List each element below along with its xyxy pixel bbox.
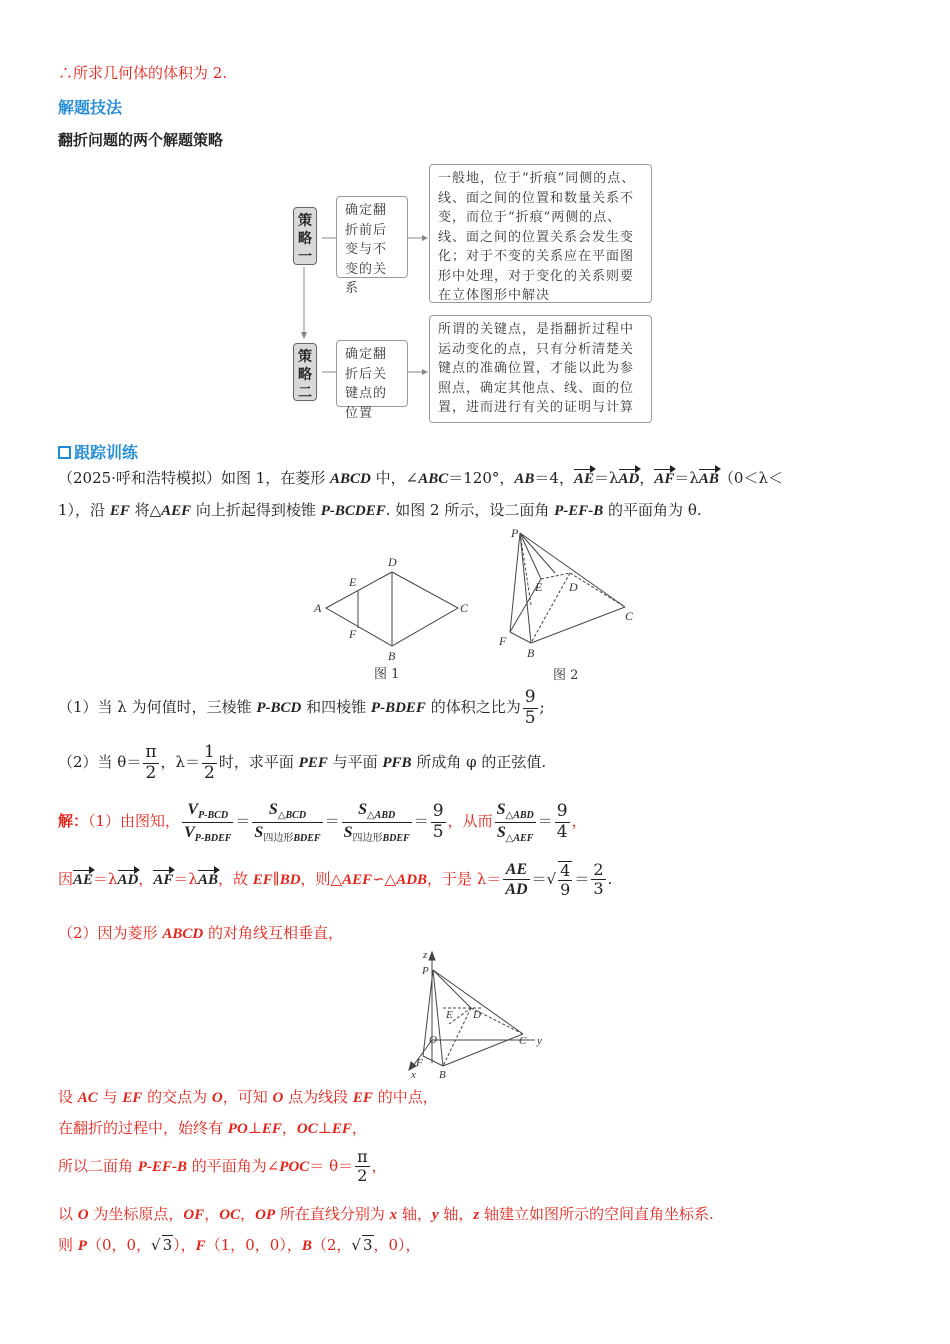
problem-line-2: 1），沿 EF 将△AEF 向上折起得到棱锥 P-BCDEF. 如图 2 所示，设二面角 P-EF-B 的平面角为 θ.	[58, 501, 702, 519]
practice-heading	[58, 440, 138, 463]
fig3-label-C: C	[519, 1035, 527, 1047]
figure-3	[405, 948, 550, 1083]
figure1-caption: 图 1	[374, 667, 400, 682]
fig1-label-E: E	[349, 575, 357, 589]
strategy2-detail: 所谓的关键点，是指翻折过程中运动变化的点，只有分析清楚关键点的准确位置，才能以此为参照点，确定其他点、线、面的位置，进而进行有关的证明与计算	[429, 315, 652, 423]
solution-part2-intro: （2）因为菱形 ABCD 的对角线互相垂直，	[58, 924, 343, 942]
practice-heading-text: 跟踪训练	[74, 443, 139, 462]
solution-line-fold: 在翻折的过程中，始终有 PO⊥EF，OC⊥EF，	[58, 1119, 367, 1137]
strategy1-label: 策略一	[293, 207, 317, 265]
fig2-label-P: P	[511, 526, 519, 540]
solution-line-dihedral: 所以二面角 P-EF-B 的平面角为∠POC＝ θ＝ $\frac{\pi}{2}$ ，	[58, 1147, 387, 1186]
strategy2-label: 策略二	[293, 343, 317, 401]
checkbox-icon	[58, 446, 71, 459]
fig3-label-y: y	[537, 1035, 542, 1047]
fig3-label-P: P	[422, 965, 429, 977]
fig2-label-F: F	[499, 634, 507, 648]
fig1-label-A: A	[314, 601, 322, 615]
fig3-label-E: E	[446, 1009, 453, 1021]
strategy1-detail: 一般地，位于“折痕”同侧的点、线、面之间的位置和数量关系不变，而位于“折痕”两侧的点、线、面之间的位置关系会发生变化；对于不变的关系应在平面图形中处理，对于变化的关系则要在立体图形中解决	[429, 164, 652, 303]
solution-part1: 解：（1）由图知， $\frac{V_{P-BCD}}{V_{P-BDEF}}$ ＝ $\frac{S_{\triangle BCD}}{S_{四边形BDEF}}$ ＝ $\frac{S_{\triangle ABD}}{S_{四边形BDEF}}$ ＝ $\frac{9}{5}$ ，从而 $\frac{S_{\triangle ABD}}{S_{\triangle AEF}}$ ＝ $\frac{9}{4}$ ，	[58, 801, 587, 844]
solution-part1-line2: 因AE＝λAD，AF＝λAB，故 EF∥BD，则△AEF∽△ADB，于是 λ＝ $\frac{AE}{AD}$ ＝√ $\frac{4}{9}$ ＝ $\frac{2}{3}$ .	[58, 860, 613, 899]
fig3-label-D: D	[473, 1009, 481, 1021]
solution-line-coords: 则 P（0，0，√ 3），F（1，0，0），B（2，√ 3，0），	[58, 1236, 421, 1254]
fig2-label-D: D	[569, 580, 578, 594]
fig2-label-B: B	[527, 646, 535, 660]
solution-line-axes: 以 O 为坐标原点，OF，OC，OP 所在直线分别为 x 轴，y 轴，z 轴建立如图所示的空间直角坐标系.	[58, 1205, 714, 1223]
fig1-label-B: B	[388, 649, 396, 663]
strategy1-box: 确定翻折前后变与不变的关系	[336, 196, 408, 278]
fig3-label-z: z	[423, 949, 428, 961]
fig3-label-F: F	[416, 1057, 423, 1069]
question-2: （2）当 θ＝ $\frac{\pi}{2}$ ，λ＝ $\frac{1}{2}$ 时，求平面 PEF 与平面 PFB 所成角 φ 的正弦值.	[58, 742, 547, 783]
fig1-label-F: F	[349, 627, 357, 641]
figure2-caption: 图 2	[553, 668, 579, 683]
technique-heading: 解题技法	[58, 98, 123, 117]
problem-source: （2025·呼和浩特模拟）	[58, 469, 221, 487]
fig3-label-x: x	[411, 1069, 416, 1081]
solution-label: 解：	[58, 812, 89, 831]
fig1-label-C: C	[460, 601, 469, 615]
question-1: （1）当 λ 为何值时，三棱锥 P-BCD 和四棱锥 P-BDEF 的体积之比为 $\frac{9}{5}$ ;	[58, 687, 545, 728]
figure-1	[312, 552, 477, 682]
problem-line-1: （2025·呼和浩特模拟）如图 1，在菱形 ABCD 中，∠ABC＝120°，AB＝4，AE＝λAD，AF＝λAB（0＜λ＜	[58, 469, 783, 487]
fig1-label-D: D	[388, 555, 397, 569]
strategy2-box: 确定翻折后关键点的位置	[336, 340, 408, 407]
fig3-label-O: O	[429, 1034, 437, 1046]
solution-line-O: 设 AC 与 EF 的交点为 O，可知 O 点为线段 EF 的中点，	[58, 1088, 438, 1106]
fig2-label-E: E	[535, 580, 543, 594]
fig2-label-C: C	[625, 609, 634, 623]
figure-2	[495, 525, 640, 683]
conclusion-text: ∴所求几何体的体积为 2.	[58, 64, 228, 82]
strategy-heading: 翻折问题的两个解题策略	[58, 131, 224, 149]
fig3-label-B: B	[439, 1069, 446, 1081]
